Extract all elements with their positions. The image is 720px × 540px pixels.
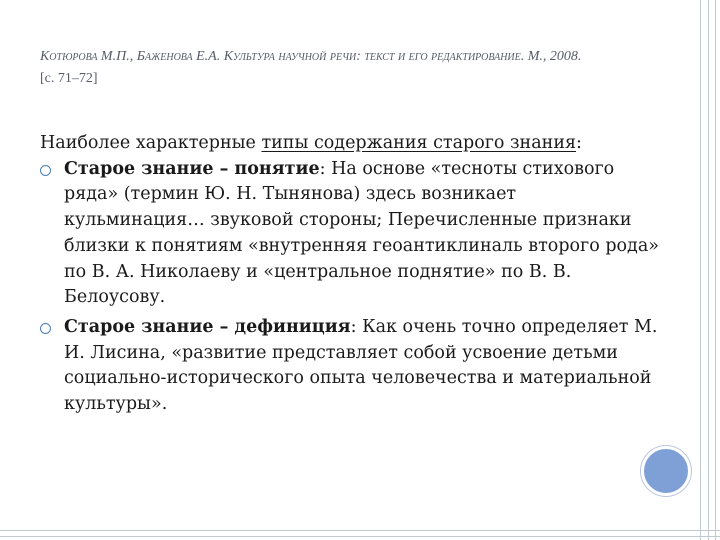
decorative-line	[0, 536, 720, 537]
item-term: Старое знание – дефиниция	[64, 316, 351, 337]
circle-bullet-icon	[40, 323, 51, 334]
item-colon: :	[350, 316, 357, 337]
intro-underlined: типы содержания старого знания	[261, 133, 577, 153]
item-colon: :	[319, 158, 326, 179]
citation-text: Котюрова М.П., Баженова Е.А. Культура научной речи: текст и его редактирование. М., 2008.	[40, 49, 582, 64]
citation-header	[40, 46, 650, 90]
intro-prefix: Наиболее характерные	[40, 133, 262, 153]
list-item	[40, 315, 660, 418]
item-term: Старое знание – понятие	[64, 158, 320, 179]
citation-pages: [с. 71–72]	[40, 71, 98, 86]
circle-bullet-icon	[40, 165, 51, 176]
bullet-list	[40, 157, 660, 418]
decorative-line	[0, 530, 720, 531]
slide-body	[40, 131, 660, 418]
decorative-line	[715, 0, 716, 540]
item-text: Как очень точно определяет М. И. Лисина, «развитие представляет собой усвоение детьми социально-исторического опыта человечества и материальной культуры».	[64, 316, 658, 415]
decorative-line	[708, 0, 709, 540]
list-item	[40, 157, 660, 311]
intro-suffix: :	[576, 133, 582, 153]
item-text: На основе «тесноты стихового ряда» (термин Ю. Н. Тынянова) здесь возникает кульминация… звуковой стороны; Перечисленные признаки близки к понятиям «внутренняя геоантиклиналь второго рода» по В. А. Николаеву и «центральное поднятие» по В. В. Белоусову.	[64, 158, 659, 308]
decorative-circle-icon	[641, 446, 691, 496]
decorative-line	[700, 0, 701, 540]
intro-paragraph	[40, 131, 660, 157]
